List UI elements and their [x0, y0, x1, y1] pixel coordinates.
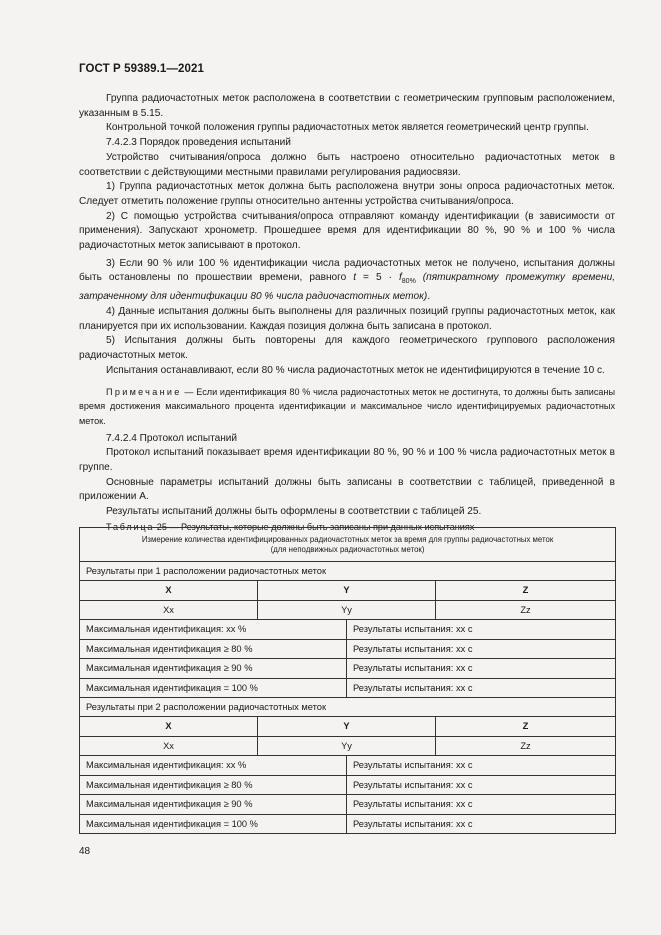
table-row	[80, 678, 616, 698]
paragraph: Основные параметры испытаний должны быть записаны в соответствии с таблицей, приведенной в приложении А.	[79, 476, 615, 503]
paragraph: 2) С помощью устройства считывания/опроса отправляют команду идентификации (в зависимости от применения). Запускают хронометр. Прошедшее время для идентификации 80 %, 90 % и 100 % числа радиочастотных меток записывают в протокол.	[79, 210, 615, 252]
identification-cell: Максимальная идентификация ≥ 90 %	[80, 795, 347, 815]
result-cell: Результаты испытания: xx c	[347, 620, 616, 640]
table-row	[80, 775, 616, 795]
table-header-cell	[80, 528, 616, 562]
identification-cell: Максимальная идентификация = 100 %	[80, 814, 347, 834]
value-y: Yy	[258, 600, 436, 620]
paragraph-end: .	[427, 291, 431, 303]
result-cell: Результаты испытания: xx c	[347, 678, 616, 698]
paragraph: 5) Испытания должны быть повторены для каждого геометрического группового расположения радиочастотных меток.	[79, 335, 615, 361]
identification-cell: Максимальная идентификация: xx %	[80, 620, 347, 640]
table-row	[80, 756, 616, 776]
result-cell: Результаты испытания: xx c	[347, 756, 616, 776]
formula-eq: = 5 ·	[356, 272, 399, 284]
result-cell: Результаты испытания: xx c	[347, 775, 616, 795]
col-header-z: Z	[436, 581, 616, 601]
document-body	[79, 92, 615, 535]
table-header-line: (для неподвижных радиочастотных меток)	[270, 544, 425, 554]
value-y: Yy	[258, 736, 436, 756]
identification-cell: Максимальная идентификация ≥ 80 %	[80, 639, 347, 659]
table-row	[80, 639, 616, 659]
identification-cell: Максимальная идентификация ≥ 90 %	[80, 659, 347, 679]
result-cell: Результаты испытания: xx c	[347, 639, 616, 659]
section-title-cell: Результаты при 2 расположении радиочастотных меток	[80, 698, 616, 717]
table-row	[80, 659, 616, 679]
paragraph: Устройство считывания/опроса должно быть настроено относительно радиочастотных меток в соответствии с действующими местными правилами регулирования радиосвязи.	[79, 151, 615, 178]
value-z: Zz	[436, 736, 616, 756]
paragraph: Контрольной точкой положения группы радиочастотных меток является геометрический центр группы.	[106, 122, 589, 134]
formula-f: f	[398, 272, 402, 284]
paragraph: 4) Данные испытания должны быть выполнены для различных позиций группы радиочастотных меток, как планируется при их использовании. Каждая позиция должна быть записана в протокол.	[79, 305, 615, 332]
table-row	[80, 528, 616, 562]
paragraph-formula	[79, 257, 615, 305]
value-x: Xx	[80, 736, 258, 756]
col-header-y: Y	[258, 717, 436, 737]
page-number: 48	[79, 846, 91, 857]
paragraph: Группа радиочастотных меток расположена в соответствии с геометрическим групповым расположением, указанным в 5.15.	[79, 93, 615, 119]
col-header-z: Z	[436, 717, 616, 737]
value-z: Zz	[436, 600, 616, 620]
col-header-x: X	[80, 581, 258, 601]
paragraph: Протокол испытаний показывает время идентификации 80 %, 90 % и 100 % числа радиочастотных меток в группе.	[79, 447, 615, 474]
table-caption-text: 25 — Результаты, которые должны быть записаны при данных испытаниях	[154, 521, 475, 532]
identification-cell: Максимальная идентификация = 100 %	[80, 678, 347, 698]
formula-subscript: 80%	[401, 278, 416, 286]
col-header-x: X	[80, 717, 258, 737]
table-caption-label: Таблица	[106, 521, 155, 532]
paragraph: Испытания останавливают, если 80 % числа радиочастотных меток не идентифицируются в течение 10 с.	[106, 364, 605, 376]
note-label: Примечание	[106, 387, 182, 398]
table-row	[80, 620, 616, 640]
results-table	[79, 527, 616, 834]
table-row	[80, 736, 616, 756]
table-row	[80, 562, 616, 581]
result-cell: Результаты испытания: xx c	[347, 659, 616, 679]
paragraph: 1) Группа радиочастотных меток должна быть расположена внутри зоны опроса радиочастотных меток. Следует отметить положение группы относительно антенны устройства считывания/опроса.	[79, 181, 615, 207]
paragraph-text: 3) Если 90 % или 100 % идентификации числа радиочастотных меток не получено, испытания должны быть остановлены по прошествии времени, равного	[79, 257, 615, 284]
table-row	[80, 795, 616, 815]
section-heading: 7.4.2.4 Протокол испытаний	[106, 432, 238, 444]
document-header: ГОСТ Р 59389.1—2021	[79, 63, 204, 75]
table-row	[80, 717, 616, 737]
identification-cell: Максимальная идентификация: xx %	[80, 756, 347, 776]
identification-cell: Максимальная идентификация ≥ 80 %	[80, 775, 347, 795]
note-text: — Если идентификация 80 % числа радиочастотных меток не достигнута, то должны быть записаны время достижения максимального процента идентификации и максимальное число идентифицируемых радиочастотных меток.	[79, 387, 615, 426]
table-row	[80, 581, 616, 601]
formula-t: t	[353, 272, 357, 284]
result-cell: Результаты испытания: xx c	[347, 795, 616, 815]
section-heading: 7.4.2.3 Порядок проведения испытаний	[106, 137, 291, 149]
paragraph: Результаты испытаний должны быть оформлены в соответствии с таблицей 25.	[106, 506, 482, 518]
table-header-line: Измерение количества идентифицированных радиочастотных меток за время для группы радиочастотных меток	[141, 534, 554, 544]
col-header-y: Y	[258, 581, 436, 601]
section-title-cell: Результаты при 1 расположении радиочастотных меток	[80, 562, 616, 581]
table-row	[80, 698, 616, 717]
italic-explanation: (пятикратному промежутку времени, затраченному для идентификации 80 % числа радиочастотных меток)	[79, 272, 615, 303]
table-row	[80, 814, 616, 834]
table-row	[80, 600, 616, 620]
note	[79, 385, 615, 427]
value-x: Xx	[80, 600, 258, 620]
result-cell: Результаты испытания: xx c	[347, 814, 616, 834]
